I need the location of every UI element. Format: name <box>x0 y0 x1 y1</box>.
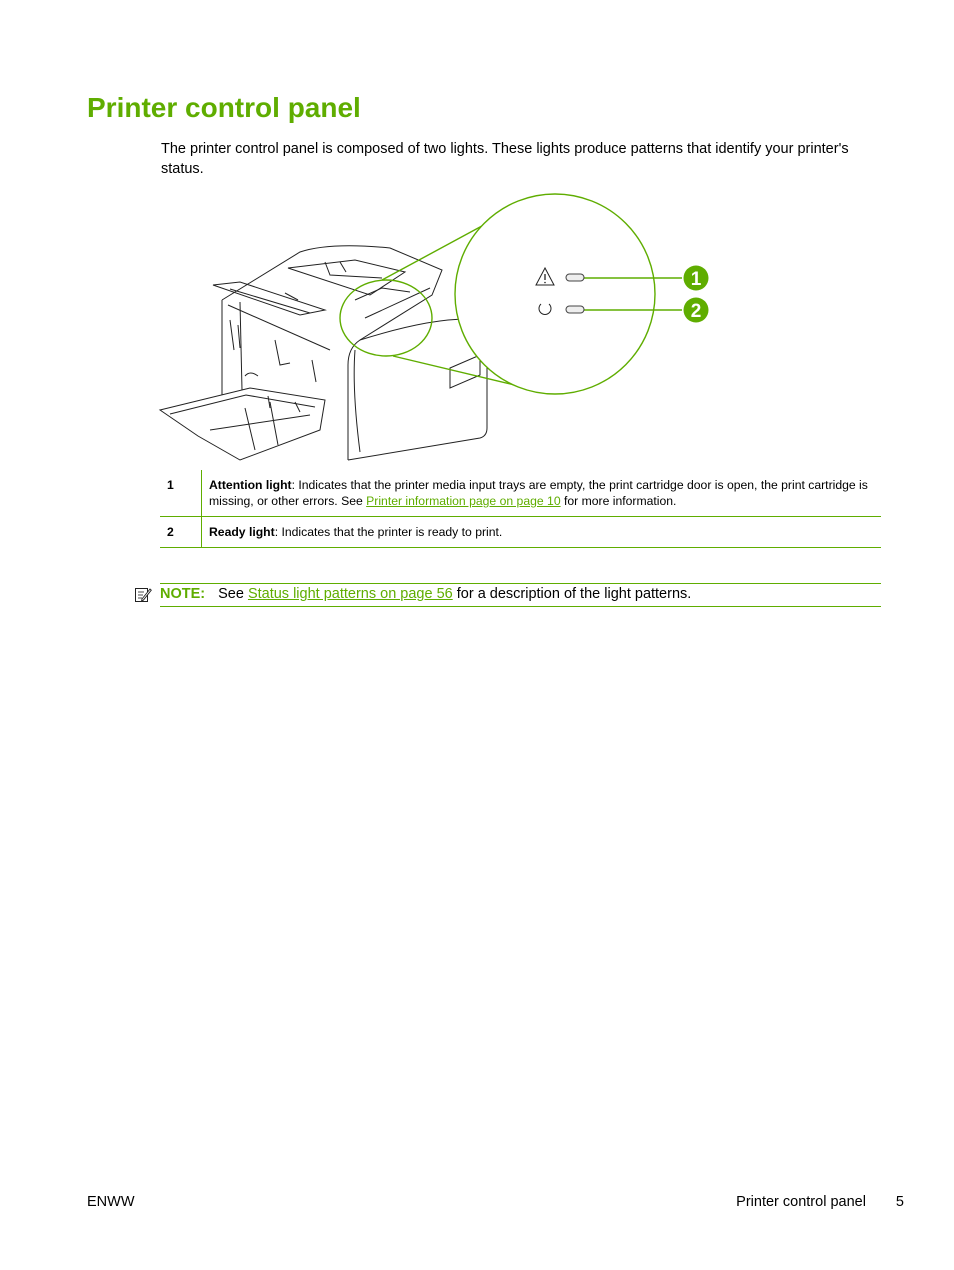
svg-text:2: 2 <box>690 301 702 322</box>
printer-info-page-link[interactable]: Printer information page on page 10 <box>366 494 561 508</box>
row-number: 1 <box>160 470 202 517</box>
callout-1 <box>684 266 709 291</box>
term-attention-light: Attention light <box>209 478 292 492</box>
note-box: NOTE: See Status light patterns on page 56 for a description of the light patterns. <box>160 583 881 607</box>
footer-right <box>736 1194 904 1210</box>
ready-light <box>566 306 584 313</box>
printer-illustration <box>150 190 730 465</box>
note-label: NOTE: <box>160 586 206 602</box>
intro-paragraph: The printer control panel is composed of two lights. These lights produce patterns that identify your printer's status. <box>161 141 849 177</box>
callout-2 <box>684 298 709 323</box>
printer-drawing <box>150 190 730 465</box>
page-number: 5 <box>895 1194 904 1210</box>
note-pencil-icon <box>134 586 152 604</box>
status-light-patterns-link[interactable]: Status light patterns on page 56 <box>247 586 453 602</box>
footer-left: ENWW <box>87 1194 135 1210</box>
table-row <box>160 517 881 548</box>
svg-text:1: 1 <box>690 269 702 290</box>
footer-section: Printer control panel <box>736 1194 866 1210</box>
term-ready-light: Ready light <box>209 525 275 539</box>
table-row <box>160 470 881 517</box>
callout-table <box>160 470 881 548</box>
row-number: 2 <box>160 517 202 548</box>
page-title: Printer control panel <box>87 92 361 123</box>
row-description: Attention light: Indicates that the printer media input trays are empty, the print cartridge door is open, the print cartridge is missing, or other errors. See Printer information page on page 10 for more information. <box>202 470 882 517</box>
attention-light <box>566 274 584 281</box>
row-description: Ready light: Indicates that the printer is ready to print. <box>202 517 882 548</box>
